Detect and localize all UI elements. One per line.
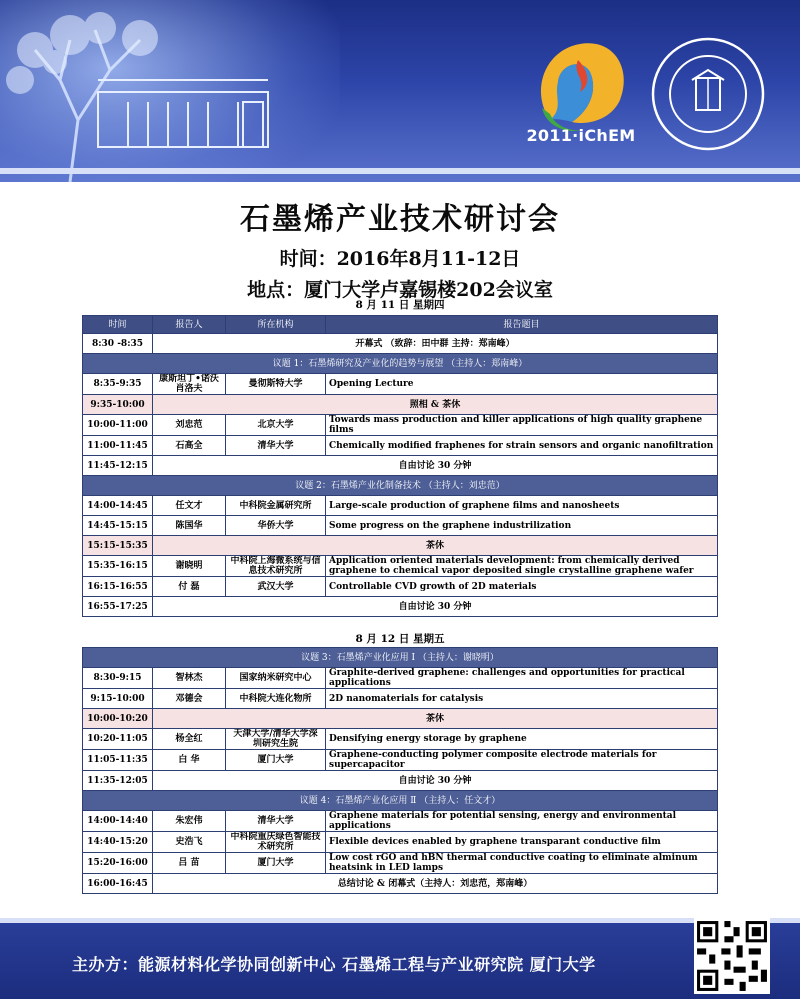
row-speaker: 陈国华: [153, 516, 226, 536]
row-talk-title: Towards mass production and killer applications of high quality graphene films: [326, 415, 718, 436]
row-description: 照相 & 茶休: [153, 395, 718, 415]
row-organization: 厦门大学: [226, 853, 326, 874]
page-title: 石墨烯产业技术研讨会: [240, 202, 560, 237]
break-row: [83, 536, 718, 556]
row-talk-title: Graphene materials for potential sensing, energy and environmental applications: [326, 811, 718, 832]
row-time: 10:00-11:00: [83, 415, 153, 436]
row-talk-title: Some progress on the graphene industrilization: [326, 516, 718, 536]
row-talk-title: Graphene-conducting polymer composite electrode materials for supercapacitor: [326, 750, 718, 771]
row-organization: 清华大学: [226, 811, 326, 832]
row-organization: 武汉大学: [226, 577, 326, 597]
topic-title: 议题 2：石墨烯产业化制备技术 （主持人：刘忠范）: [83, 476, 718, 496]
session-row: [83, 771, 718, 791]
row-speaker: 付 磊: [153, 577, 226, 597]
row-speaker: 史浩飞: [153, 832, 226, 853]
day1-schedule-table: [82, 315, 718, 617]
row-organization: 中科院上海微系统与信息技术研究所: [226, 556, 326, 577]
session-row: [83, 334, 718, 354]
row-speaker: 白 华: [153, 750, 226, 771]
row-description: 总结讨论 & 闭幕式（主持人：刘忠范，郑南峰）: [153, 874, 718, 894]
row-organization: 华侨大学: [226, 516, 326, 536]
talk-row: [83, 689, 718, 709]
footer-banner: [0, 918, 800, 999]
row-speaker: 杨全红: [153, 729, 226, 750]
row-time: 14:00-14:45: [83, 496, 153, 516]
break-row: [83, 709, 718, 729]
row-description: 自由讨论 30 分钟: [153, 456, 718, 476]
row-talk-title: Flexible devices enabled by graphene transparant conductive film: [326, 832, 718, 853]
row-talk-title: 2D nanomaterials for catalysis: [326, 689, 718, 709]
row-time: 8:30 -8:35: [83, 334, 153, 354]
row-time: 10:00-10:20: [83, 709, 153, 729]
row-speaker: 石高全: [153, 436, 226, 456]
row-talk-title: Controllable CVD growth of 2D materials: [326, 577, 718, 597]
topic-title: 议题 1：石墨烯研究及产业化的趋势与展望 （主持人：郑南峰）: [83, 354, 718, 374]
row-time: 9:35-10:00: [83, 395, 153, 415]
row-time: 15:20-16:00: [83, 853, 153, 874]
row-organization: 中科院金属研究所: [226, 496, 326, 516]
row-description: 自由讨论 30 分钟: [153, 771, 718, 791]
talk-row: [83, 556, 718, 577]
topic-title: 议题 3：石墨烯产业化应用 Ⅰ （主持人：谢晓明）: [83, 648, 718, 668]
event-place: 地点：厦门大学卢嘉锡楼202会议室: [247, 279, 553, 301]
table-header-row: [83, 316, 718, 334]
col-header-title: 报告题目: [326, 316, 718, 334]
talk-row: [83, 811, 718, 832]
row-talk-title: Large-scale production of graphene films and nanosheets: [326, 496, 718, 516]
banner-stripe: [0, 168, 800, 174]
talk-row: [83, 577, 718, 597]
talk-row: [83, 853, 718, 874]
talk-row: [83, 729, 718, 750]
row-talk-title: Chemically modified fraphenes for strain sensors and organic nanofiltration: [326, 436, 718, 456]
session-row: [83, 597, 718, 617]
header-banner: [0, 0, 800, 182]
row-time: 15:15-15:35: [83, 536, 153, 556]
row-time: 14:45-15:15: [83, 516, 153, 536]
row-speaker: 谢晓明: [153, 556, 226, 577]
row-organization: 天津大学/清华大学深圳研究生院: [226, 729, 326, 750]
day1-label: 8 月 11 日 星期四: [355, 299, 445, 311]
row-description: 自由讨论 30 分钟: [153, 597, 718, 617]
topic-row: [83, 791, 718, 811]
qr-code-icon: [694, 918, 770, 994]
row-speaker: 刘忠范: [153, 415, 226, 436]
building-illustration: [88, 72, 278, 154]
row-organization: 国家纳米研究中心: [226, 668, 326, 689]
row-time: 15:35-16:15: [83, 556, 153, 577]
row-time: 8:30-9:15: [83, 668, 153, 689]
break-row: [83, 395, 718, 415]
col-header-speaker: 报告人: [153, 316, 226, 334]
talk-row: [83, 496, 718, 516]
row-time: 8:35-9:35: [83, 374, 153, 395]
talk-row: [83, 750, 718, 771]
row-speaker: 智林杰: [153, 668, 226, 689]
topic-row: [83, 476, 718, 496]
row-speaker: 吕 苗: [153, 853, 226, 874]
xmu-seal-icon: [648, 34, 768, 154]
talk-row: [83, 668, 718, 689]
row-speaker: 任文才: [153, 496, 226, 516]
row-organization: 清华大学: [226, 436, 326, 456]
row-organization: 北京大学: [226, 415, 326, 436]
talk-row: [83, 436, 718, 456]
day2-label: 8 月 12 日 星期五: [355, 633, 445, 645]
talk-row: [83, 374, 718, 395]
row-time: 16:55-17:25: [83, 597, 153, 617]
row-talk-title: Opening Lecture: [326, 374, 718, 395]
row-talk-title: Application oriented materials development: from chemically derived graphene to chemical vapor deposited single crystalline graphene wafer: [326, 556, 718, 577]
col-header-org: 所在机构: [226, 316, 326, 334]
event-time: 时间：2016年8月11-12日: [279, 248, 521, 270]
row-description: 茶休: [153, 536, 718, 556]
row-time: 11:35-12:05: [83, 771, 153, 791]
row-time: 16:00-16:45: [83, 874, 153, 894]
row-time: 9:15-10:00: [83, 689, 153, 709]
row-organization: 曼彻斯特大学: [226, 374, 326, 395]
row-talk-title: Graphite-derived graphene: challenges and opportunities for practical applications: [326, 668, 718, 689]
talk-row: [83, 832, 718, 853]
row-time: 14:00-14:40: [83, 811, 153, 832]
row-time: 11:05-11:35: [83, 750, 153, 771]
row-description: 开幕式 （致辞：田中群 主持：郑南峰）: [153, 334, 718, 354]
topic-row: [83, 354, 718, 374]
row-talk-title: Low cost rGO and hBN thermal conductive coating to eliminate alminum heatsink in LED lamps: [326, 853, 718, 874]
title-block: [0, 192, 800, 302]
topic-title: 议题 4：石墨烯产业化应用 Ⅱ （主持人：任文才）: [83, 791, 718, 811]
col-header-time: 时间: [83, 316, 153, 334]
day2-schedule-table: [82, 647, 718, 894]
session-row: [83, 456, 718, 476]
row-organization: 中科院大连化物所: [226, 689, 326, 709]
session-row: [83, 874, 718, 894]
row-time: 14:40-15:20: [83, 832, 153, 853]
row-description: 茶休: [153, 709, 718, 729]
row-time: 16:15-16:55: [83, 577, 153, 597]
row-time: 11:00-11:45: [83, 436, 153, 456]
footer-stripe: [0, 918, 800, 923]
row-speaker: 邓德会: [153, 689, 226, 709]
row-speaker: 康斯坦丁•诺沃肖洛夫: [153, 374, 226, 395]
row-speaker: 朱宏伟: [153, 811, 226, 832]
topic-row: [83, 648, 718, 668]
ichem-label: 2011·iChEM: [526, 126, 636, 145]
talk-row: [83, 415, 718, 436]
row-time: 11:45-12:15: [83, 456, 153, 476]
row-organization: 厦门大学: [226, 750, 326, 771]
talk-row: [83, 516, 718, 536]
organizers-text: 主办方：能源材料化学协同创新中心 石墨烯工程与产业研究院 厦门大学: [72, 955, 596, 974]
row-time: 10:20-11:05: [83, 729, 153, 750]
row-talk-title: Densifying energy storage by graphene: [326, 729, 718, 750]
row-organization: 中科院重庆绿色智能技术研究所: [226, 832, 326, 853]
